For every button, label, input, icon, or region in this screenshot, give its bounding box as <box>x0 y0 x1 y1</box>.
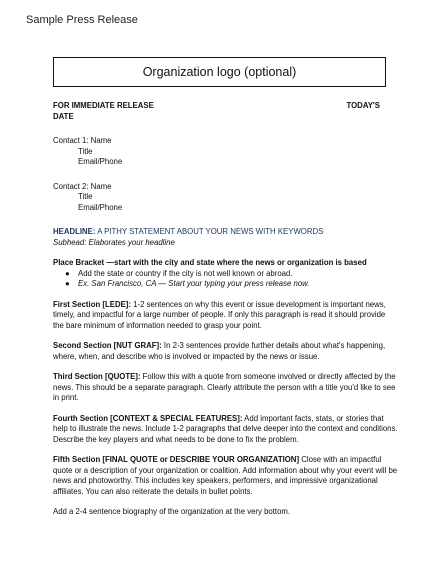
contact-name: Contact 1: Name <box>53 136 112 145</box>
section-label: Fifth Section [FINAL QUOTE or DESCRIBE YOUR ORGANIZATION] <box>53 455 300 464</box>
place-bullets <box>53 269 398 290</box>
contact-email: Email/Phone <box>78 157 123 166</box>
page-title: Sample Press Release <box>26 14 138 26</box>
contact-email: Email/Phone <box>78 202 123 212</box>
place-block <box>53 258 398 290</box>
place-label: Place Bracket <box>53 258 105 267</box>
bullet-icon: ● <box>65 268 70 278</box>
headline-label: HEADLINE: <box>53 227 96 236</box>
section-label: Second Section [NUT GRAF]: <box>53 341 162 350</box>
section-text: 1-2 sentences on why this event or issue development is important news, timely, and impactful for a large number of people. If only this paragraph is read it should provide the bare minimum of information needed to grasp your point. <box>53 299 386 330</box>
contact-block-1 <box>53 136 398 168</box>
section-text: Close with an impactful quote or a description of your organization or coalition. Add information about why your event will be news and photoworthy. This includes key speakers, performers, and impressive organizational affiliates. You can also reiterate the details in bullet points. <box>53 455 398 496</box>
release-label: FOR IMMEDIATE RELEASE <box>53 101 154 110</box>
section-context <box>53 414 398 446</box>
section-final-quote <box>53 455 398 497</box>
bullet-text: Ex. San Francisco, CA — Start your typing your press release now. <box>78 279 310 288</box>
section-nut-graf <box>53 341 398 362</box>
logo-text: Organization logo (optional) <box>142 65 297 79</box>
subhead: Subhead: Elaborates your headline <box>53 237 175 247</box>
contact-title: Title <box>78 192 93 201</box>
list-item <box>65 268 398 280</box>
headline-block <box>53 227 398 248</box>
list-item <box>65 279 398 290</box>
contact-name: Contact 2: Name <box>53 181 112 191</box>
section-label: First Section [LEDE]: <box>53 299 131 309</box>
section-quote <box>53 372 398 404</box>
section-text: Add important facts, stats, or stories that help to illustrate the news. Include 1-2 paragraphs that delve deeper into the context and conditions. Describe the key players and what needs to be done to fix the problem. <box>53 413 398 444</box>
release-today: TODAY'S <box>346 101 380 110</box>
section-text: In 2-3 sentences provide further details about what's happening, where, when, and describe who is involved or impacted by the news or issue. <box>53 341 386 361</box>
place-line <box>53 258 398 269</box>
press-release-body <box>53 101 398 518</box>
bullet-icon: ● <box>65 279 70 288</box>
section-lede <box>53 300 398 332</box>
section-text: Follow this with a quote from someone involved or directly affected by the news. This should be a separate paragraph. Clearly attribute the person with a title you'd like to see in print. <box>53 372 396 402</box>
section-label: Fourth Section [CONTEXT & SPECIAL FEATURES]: <box>53 413 243 423</box>
section-label: Third Section [QUOTE]: <box>53 372 141 381</box>
logo-placeholder <box>53 57 386 87</box>
closing-note: Add a 2-4 sentence biography of the organization at the very bottom. <box>53 507 291 516</box>
headline-text: A PITHY STATEMENT ABOUT YOUR NEWS WITH KEYWORDS <box>95 227 324 236</box>
contact-title: Title <box>78 146 93 156</box>
release-date: DATE <box>53 111 74 121</box>
place-text: —start with the city and state where the news or organization is based <box>104 258 367 267</box>
headline <box>53 227 398 238</box>
release-line <box>53 101 398 112</box>
contact-block-2 <box>53 182 398 214</box>
bullet-text: Add the state or country if the city is not well known or abroad. <box>78 268 293 278</box>
